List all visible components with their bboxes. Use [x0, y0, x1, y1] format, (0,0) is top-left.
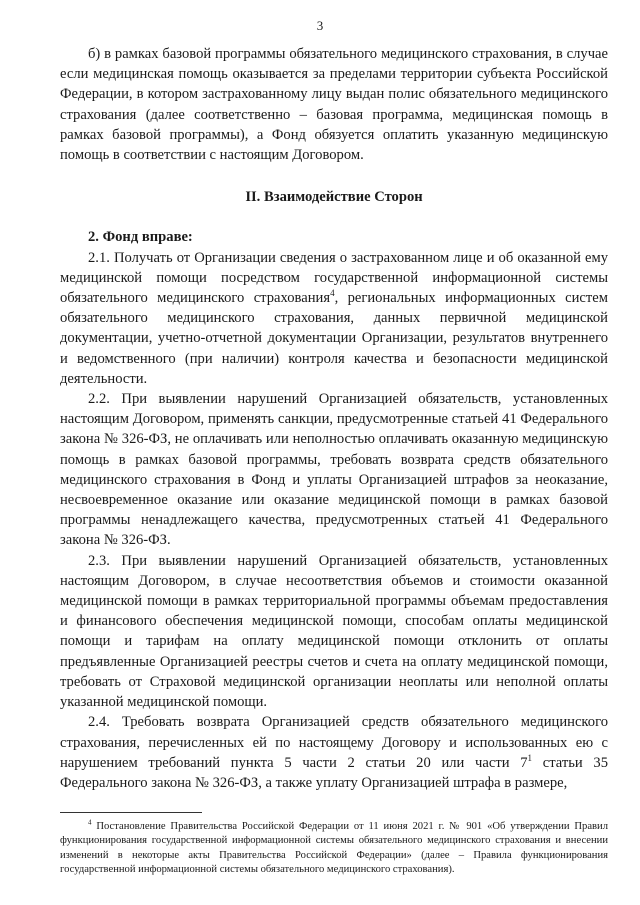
- paragraph-2-1-text-start: 2.1. Получать от Организации сведения о застрахованном лице и об оказанной ему медицинской помощи посредством государственной информационной системы обязательного медицинского страхования: [60, 249, 608, 307]
- paragraph-2-2: 2.2. При выявлении нарушений Организацией обязательств, установленных настоящим Договором, применять санкции, предусмотренные статьей 41 Федерального закона № 326-ФЗ, не оплачивать или неполностью оплачивать оказанную медицинскую помощь в рамках базовой программы, требовать возврата средств обязательного медицинского страхования в Фонд и уплаты Организацией штрафов за неоказание, несвоевременное оказание или оказание медицинской помощи в рамках базовой программы ненадлежащего качества, предусмотренных статьей 41 Федерального закона № 326-ФЗ.: [60, 391, 608, 549]
- superscript-part-number: 1: [527, 752, 533, 763]
- page-number: 3: [316, 18, 324, 33]
- paragraph-2-1: [60, 248, 608, 389]
- footnote-text: Постановление Правительства Российской Федерации от 11 июня 2021 г. № 901 «Об утверждении Правил функционирования государственной информационной системы обязательного медицинского страхования и внесении изменений в некоторые акты Правительства Российской Федерации» (далее – Правила функционирования государственной информационной системы обязательного медицинского страхования).: [60, 821, 608, 876]
- footnote-reference: 4: [330, 288, 335, 299]
- paragraph-2-4-text-start: 2.4. Требовать возврата Организацией средств обязательного медицинского страхования, перечисленных ей по настоящему Договору и использованных ею с нарушением требований пункта 5 части 2 статьи 20 или части 7: [60, 714, 608, 771]
- paragraph-2-4-text-end: статьи 35 Федерального закона № 326-ФЗ, а также уплату Организацией штрафа в размере,: [60, 754, 608, 791]
- paragraph-2-3: 2.3. При выявлении нарушений Организацией обязательств, установленных настоящим Договором, в случае несоответствия объемов и стоимости оказанной медицинской помощи в рамках территориальной программы объемам предоставления и финансового обеспечения медицинской помощи, способам оплаты медицинской помощи и тарифам на оплату медицинской помощи отклонить от оплаты предъявленные Организацией реестры счетов и счета на оплату медицинской помощи, требовать от Страховой медицинской организации неоплаты или неполной оплаты указанной медицинской помощи.: [60, 552, 608, 711]
- footnote-marker: 4: [88, 818, 92, 827]
- paragraph-2-1-text-end: , региональных информационных систем обязательного медицинского страхования, данных первичной медицинской документации, учетно-отчетной документации Организации, результатов внутреннего и ведомственного (при наличии) контроля качества и безопасности медицинской деятельности.: [60, 290, 608, 387]
- paragraph-2-4: [60, 712, 608, 793]
- footnote: [60, 820, 608, 878]
- document-body: [60, 44, 608, 793]
- subheading-fund-rights: 2. Фонд вправе:: [88, 229, 193, 246]
- footnote-divider: [60, 812, 202, 813]
- paragraph-b: б) в рамках базовой программы обязательного медицинского страхования, в случае если медицинская помощь оказывается за пределами территории субъекта Российской Федерации, в котором застрахованному лицу выдан полис обязательного медицинского страхования (далее соответственно – базовая программа, медицинская помощь в рамках базовой программы), а Фонд обязуется оплатить указанную медицинскую помощь в соответствии с настоящим Договором.: [60, 46, 608, 164]
- section-title: II. Взаимодействие Сторон: [245, 189, 423, 206]
